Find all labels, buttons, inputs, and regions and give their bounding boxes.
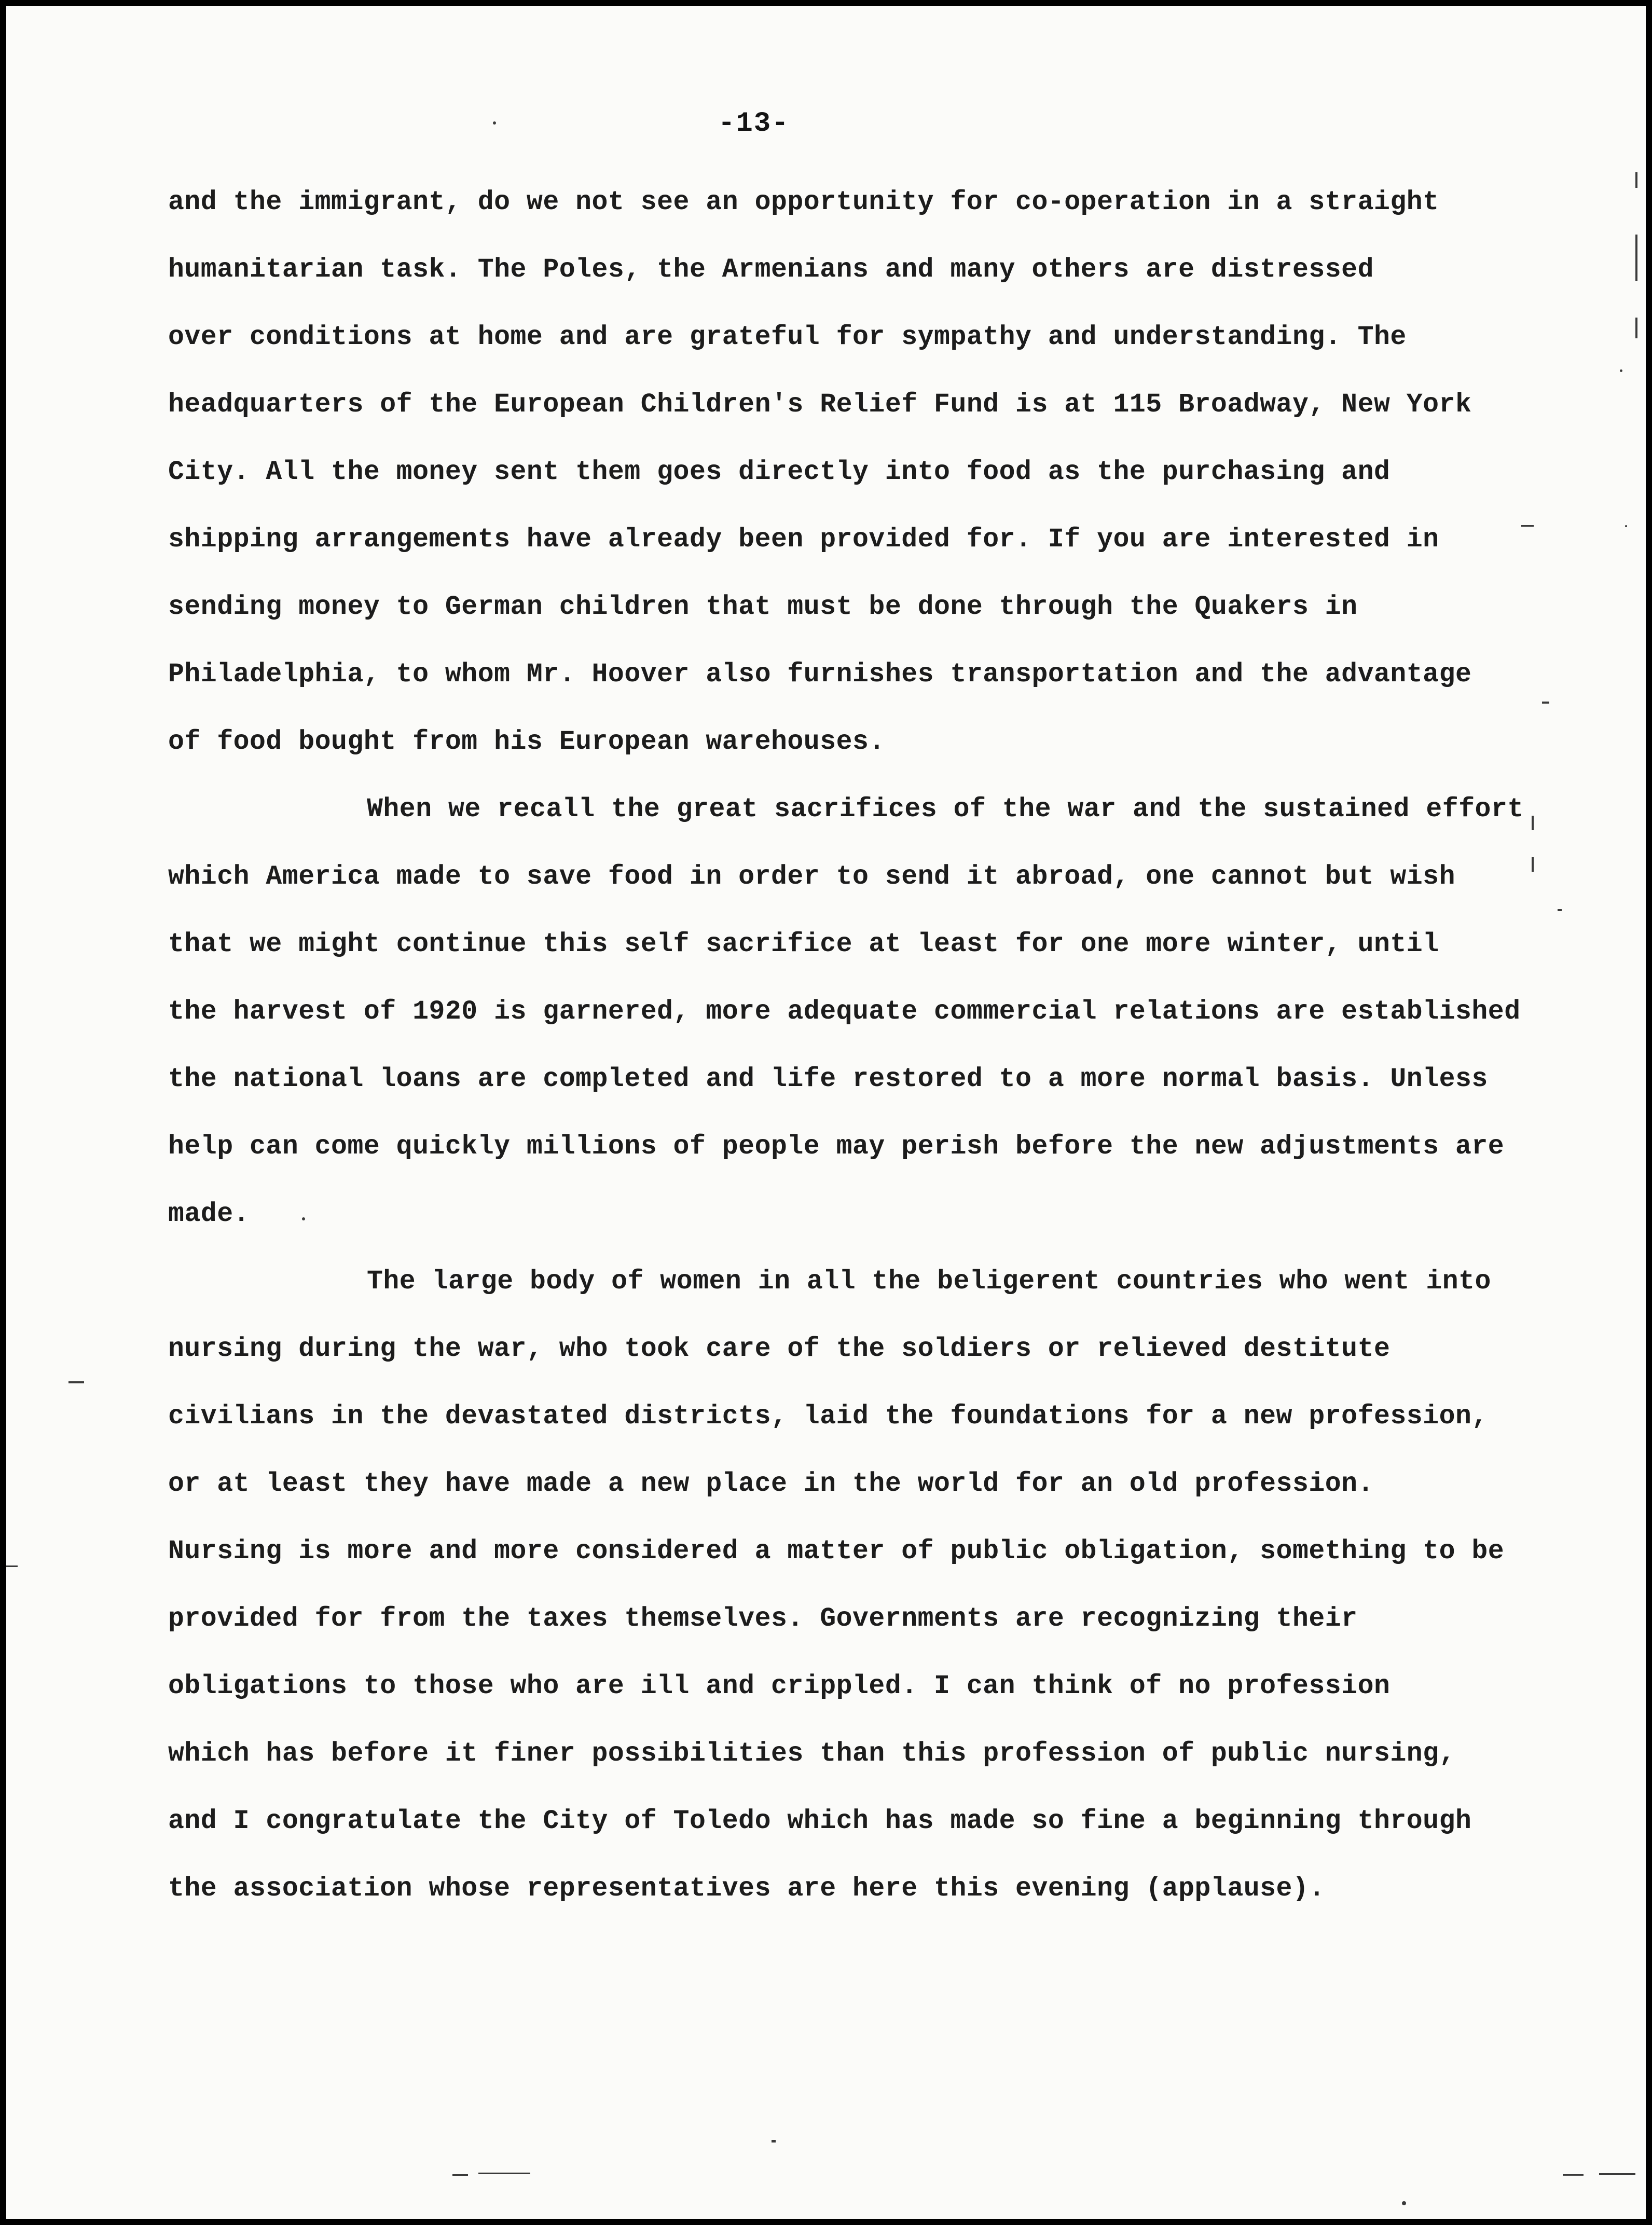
scan-speck (1625, 525, 1627, 527)
scan-speck (452, 2174, 468, 2176)
text-line: City. All the money sent them goes directly into food as the purchasing and (168, 457, 1391, 487)
text-line: nursing during the war, who took care of the soldiers or relieved destitute (168, 1334, 1391, 1364)
scan-speck (1599, 2173, 1635, 2175)
text-line: and I congratulate the City of Toledo which has made so fine a beginning through (168, 1806, 1472, 1836)
scan-speck (478, 2173, 530, 2174)
text-line: which America made to save food in order to send it abroad, one cannot but wish (168, 862, 1455, 892)
scan-speck (1635, 318, 1637, 338)
scan-speck (1563, 2174, 1584, 2176)
text-line: headquarters of the European Children's Relief Fund is at 115 Broadway, New York (168, 390, 1472, 420)
scan-speck (1635, 235, 1637, 281)
text-line: and the immigrant, do we not see an opportunity for co-operation in a straight (168, 187, 1439, 217)
text-line: the harvest of 1920 is garnered, more adequate commercial relations are established (168, 997, 1521, 1027)
scan-speck (493, 121, 496, 125)
document-page (6, 6, 1646, 2219)
text-line: that we might continue this self sacrifice at least for one more winter, until (168, 929, 1439, 959)
text-line: civilians in the devastated districts, laid the foundations for a new profession, (168, 1402, 1488, 1432)
scan-speck (6, 1565, 18, 1567)
text-line: shipping arrangements have already been provided for. If you are interested in (168, 525, 1439, 555)
text-line: Nursing is more and more considered a matter of public obligation, something to be (168, 1536, 1505, 1567)
text-line: the association whose representatives are here this evening (applause). (168, 1874, 1325, 1904)
page-number: -13- (718, 108, 790, 140)
scan-speck (772, 2140, 776, 2142)
scan-speck (1532, 816, 1534, 830)
scan-speck (1620, 369, 1622, 372)
scan-speck (1635, 172, 1637, 188)
text-line: humanitarian task. The Poles, the Armenians and many others are distressed (168, 255, 1374, 285)
scan-speck (1558, 909, 1562, 911)
text-line: made. (168, 1199, 250, 1229)
scan-speck (1532, 857, 1534, 872)
scan-speck (68, 1381, 84, 1383)
text-line: sending money to German children that must be done through the Quakers in (168, 592, 1358, 622)
text-line: which has before it finer possibilities than this profession of public nursing, (168, 1739, 1455, 1769)
text-line: provided for from the taxes themselves. Governments are recognizing their (168, 1604, 1358, 1634)
text-line: the national loans are completed and life restored to a more normal basis. Unless (168, 1064, 1488, 1094)
scan-speck (1521, 525, 1534, 527)
text-line: The large body of women in all the beligerent countries who went into (367, 1267, 1491, 1297)
text-line: of food bought from his European warehouses. (168, 727, 885, 757)
scan-speck (1542, 702, 1549, 704)
text-line: over conditions at home and are grateful for sympathy and understanding. The (168, 322, 1407, 352)
text-line: When we recall the great sacrifices of the war and the sustained effort (367, 794, 1524, 825)
text-line: help can come quickly millions of people may perish before the new adjustments are (168, 1132, 1505, 1162)
scan-speck (302, 1217, 305, 1220)
text-line: or at least they have made a new place in the world for an old profession. (168, 1469, 1374, 1499)
scan-speck (1402, 2201, 1406, 2205)
text-line: Philadelphia, to whom Mr. Hoover also furnishes transportation and the advantage (168, 660, 1472, 690)
text-line: obligations to those who are ill and crippled. I can think of no profession (168, 1671, 1391, 1701)
